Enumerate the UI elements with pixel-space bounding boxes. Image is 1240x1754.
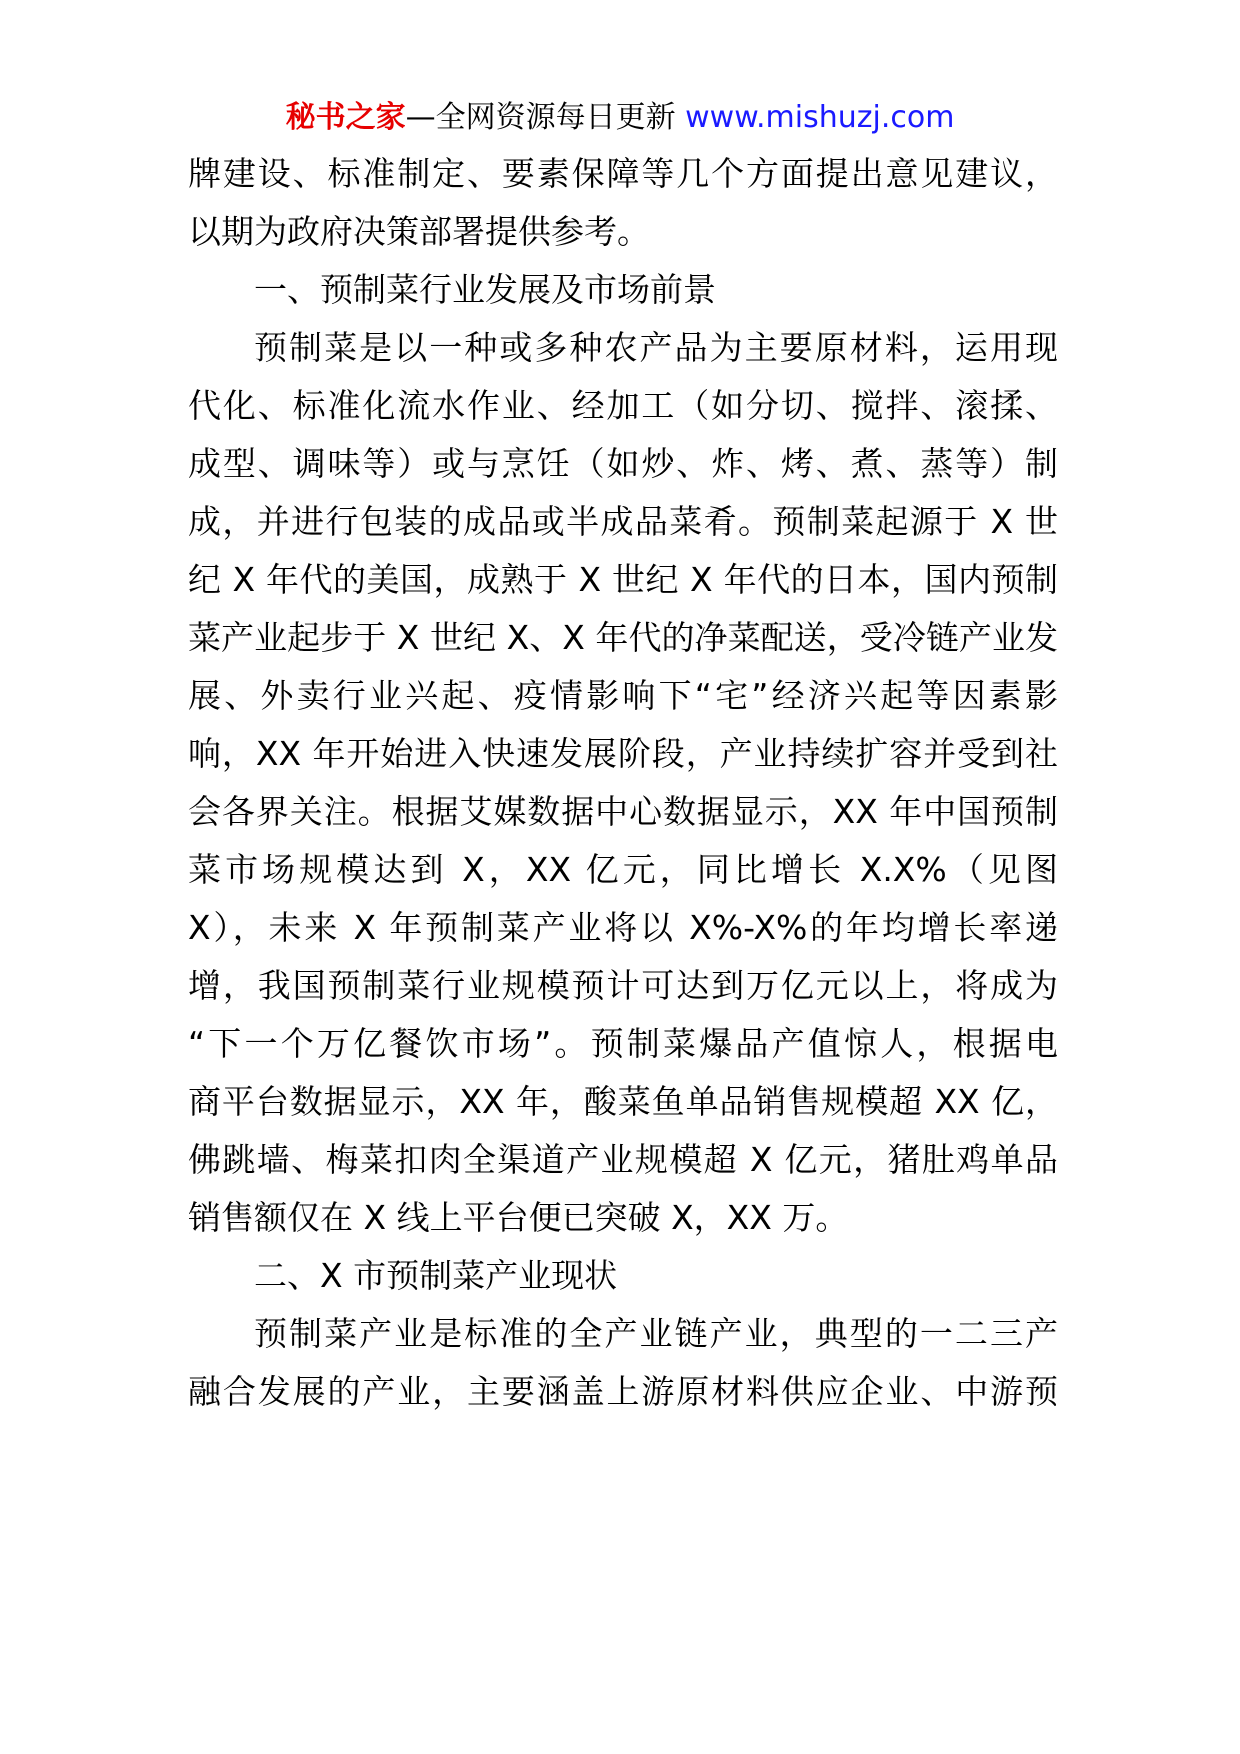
section-heading: 二、X 市预制菜产业现状: [254, 1256, 618, 1295]
text-line: 代化、标准化流水作业、经加工（如分切、搅拌、滚揉、: [188, 386, 1058, 425]
text-line: 成，并进行包装的成品或半成品菜肴。预制菜起源于 X 世: [188, 502, 1058, 541]
text-line: 融合发展的产业，主要涵盖上游原材料供应企业、中游预: [188, 1372, 1058, 1411]
text-line: 预制菜是以一种或多种农产品为主要原材料，运用现: [254, 328, 1058, 367]
text-line: 预制菜产业是标准的全产业链产业，典型的一二三产: [254, 1314, 1058, 1353]
text-line: 响，XX 年开始进入快速发展阶段，产业持续扩容并受到社: [188, 734, 1058, 773]
website-link[interactable]: www.mishuzj.com: [685, 100, 955, 135]
text-line: 成型、调味等）或与烹饪（如炒、炸、烤、煮、蒸等）制: [188, 444, 1058, 483]
text-line: 会各界关注。根据艾媒数据中心数据显示，XX 年中国预制: [188, 792, 1058, 831]
page-header: [0, 98, 1240, 138]
text-line: 纪 X 年代的美国，成熟于 X 世纪 X 年代的日本，国内预制: [188, 560, 1058, 599]
text-line: 佛跳墙、梅菜扣肉全渠道产业规模超 X 亿元，猪肚鸡单品: [188, 1140, 1058, 1179]
text-line: 展、外卖行业兴起、疫情影响下“宅”经济兴起等因素影: [188, 676, 1058, 715]
text-line: 菜产业起步于 X 世纪 X、X 年代的净菜配送，受冷链产业发: [188, 618, 1058, 657]
text-line: “下一个万亿餐饮市场”。预制菜爆品产值惊人，根据电: [188, 1024, 1058, 1063]
text-line: 以期为政府决策部署提供参考。: [188, 212, 650, 251]
text-line: 商平台数据显示，XX 年，酸菜鱼单品销售规模超 XX 亿，: [188, 1082, 1058, 1121]
brand-name: 秘书之家: [285, 100, 406, 135]
text-line: 增，我国预制菜行业规模预计可达到万亿元以上，将成为: [188, 966, 1058, 1005]
text-line: 菜市场规模达到 X，XX 亿元，同比增长 X.X%（见图: [188, 850, 1058, 889]
text-line: X），未来 X 年预制菜产业将以 X%-X%的年均增长率递: [188, 908, 1058, 947]
header-tagline: —全网资源每日更新: [405, 100, 686, 135]
section-heading: 一、预制菜行业发展及市场前景: [254, 270, 716, 309]
text-line: 销售额仅在 X 线上平台便已突破 X，XX 万。: [188, 1198, 849, 1237]
text-line: 牌建设、标准制定、要素保障等几个方面提出意见建议，: [188, 154, 1058, 193]
